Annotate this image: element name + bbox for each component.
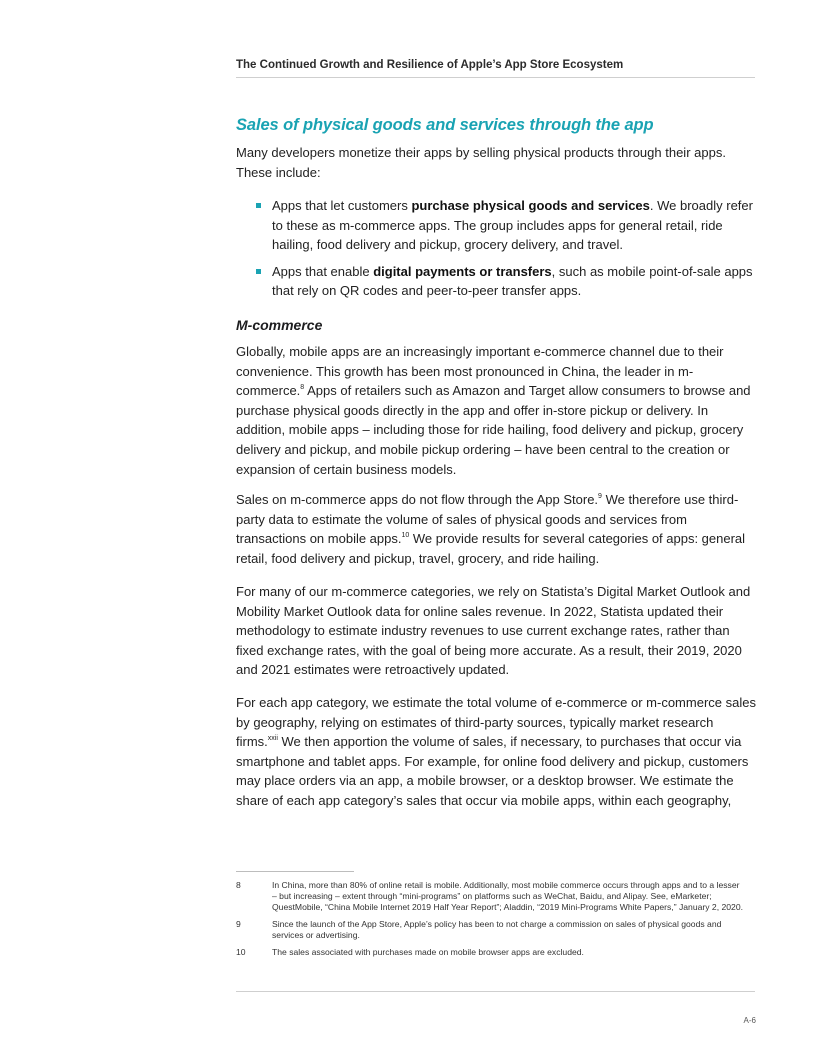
subsection-title: M-commerce [236, 317, 323, 333]
page-number: A-6 [743, 1016, 756, 1025]
footnote [236, 880, 746, 913]
footnotes [236, 880, 746, 964]
paragraph-statista: For many of our m-commerce categories, we rely on Statista’s Digital Market Outlook and Mobility Market Outlook data for online sales revenue. In 2022, Statista updated their methodology to estimate industry revenues to use current exchange rates, rather than fixed exchange rates, with the goal of being more accurate. As a result, their 2019, 2020 and 2021 estimates were retroactively updated. [236, 584, 751, 678]
bullet-emphasis: purchase physical goods and services [411, 198, 650, 213]
bullet-list [256, 196, 756, 308]
list-item: Apps that let customers purchase physical goods and services. We broadly refer to these as m-commerce apps. The group includes apps for general retail, ride hailing, food delivery and pickup, grocery delivery, and travel. [256, 196, 756, 255]
section-title: Sales of physical goods and services through the app [236, 116, 654, 134]
footnote-number: 10 [236, 947, 246, 957]
endnote-ref[interactable]: xxii [267, 734, 278, 742]
footnote-number: 9 [236, 919, 241, 929]
footer-divider [236, 991, 755, 992]
paragraph-methodology: For each app category, we estimate the total volume of e-commerce or m-commerce sales by geography, relying on estimates of third-party sources, typically market research firms.$^{xxii}$ We then apportion the volume of sales, if necessary, to purchases that occur via smartphone and tablet apps. For example, for online food delivery and pickup, customers may place orders via an app, a mobile browser, or a desktop browser. We estimate the share of each app category’s sales that occur via mobile apps, within each geography, [236, 695, 756, 808]
footnote [236, 919, 746, 941]
footnote-divider [236, 871, 354, 872]
footnote-text: The sales associated with purchases made on mobile browser apps are excluded. [272, 947, 584, 957]
footnote-ref[interactable]: 8 [300, 383, 305, 391]
footnote-ref[interactable]: 10 [401, 531, 410, 539]
footnote-number: 8 [236, 880, 241, 890]
running-header: The Continued Growth and Resilience of Apple’s App Store Ecosystem [236, 59, 755, 78]
intro-paragraph: Many developers monetize their apps by selling physical products through their apps. These include: [236, 145, 726, 180]
bullet-square-icon [256, 269, 261, 274]
bullet-emphasis: digital payments or transfers [373, 263, 552, 279]
bullet-square-icon [256, 203, 261, 208]
footnote-text: In China, more than 80% of online retail is mobile. Additionally, most mobile commerce occurs through apps and to a lesser – but increasing – extent through “mini-programs” on platforms such as WeChat, Baidu, and Alipay. See, eMarketer; QuestMobile, “China Mobile Internet 2019 Half Year Report”; Aladdin, “2019 Mini-Programs White Papers,” January 2, 2020. [272, 880, 743, 912]
paragraph-mcommerce-growth: Globally, mobile apps are an increasingly important e-commerce channel due to their convenience. This growth has been most pronounced in China, the leader in m-commerce.$^8$ Apps of retailers such as Amazon and Target allow consumers to browse and purchase physical goods directly in the app and offer in-store pickup or delivery. In addition, mobile apps – including those for ride hailing, food delivery and pickup, grocery delivery and pickup, and mobile pickup ordering – have been central to the creation or expansion of certain business models. [236, 344, 751, 477]
footnote-text: Since the launch of the App Store, Apple’s policy has been to not charge a commission on sales of physical goods and services or advertising. [272, 919, 722, 940]
list-item: Apps that enable digital payments or transfers, such as mobile point-of-sale apps that rely on QR codes and peer-to-peer transfer apps. [256, 262, 756, 301]
paragraph-third-party-data: Sales on m-commerce apps do not flow through the App Store.$^9$ We therefore use third-party data to estimate the volume of sales of physical goods and services from transactions on mobile apps.$^{10}$ We provide results for several categories of apps: general retail, food delivery and pickup, travel, grocery, and ride hailing. [236, 492, 746, 566]
footnote-ref[interactable]: 9 [598, 492, 602, 500]
footnote [236, 947, 746, 958]
